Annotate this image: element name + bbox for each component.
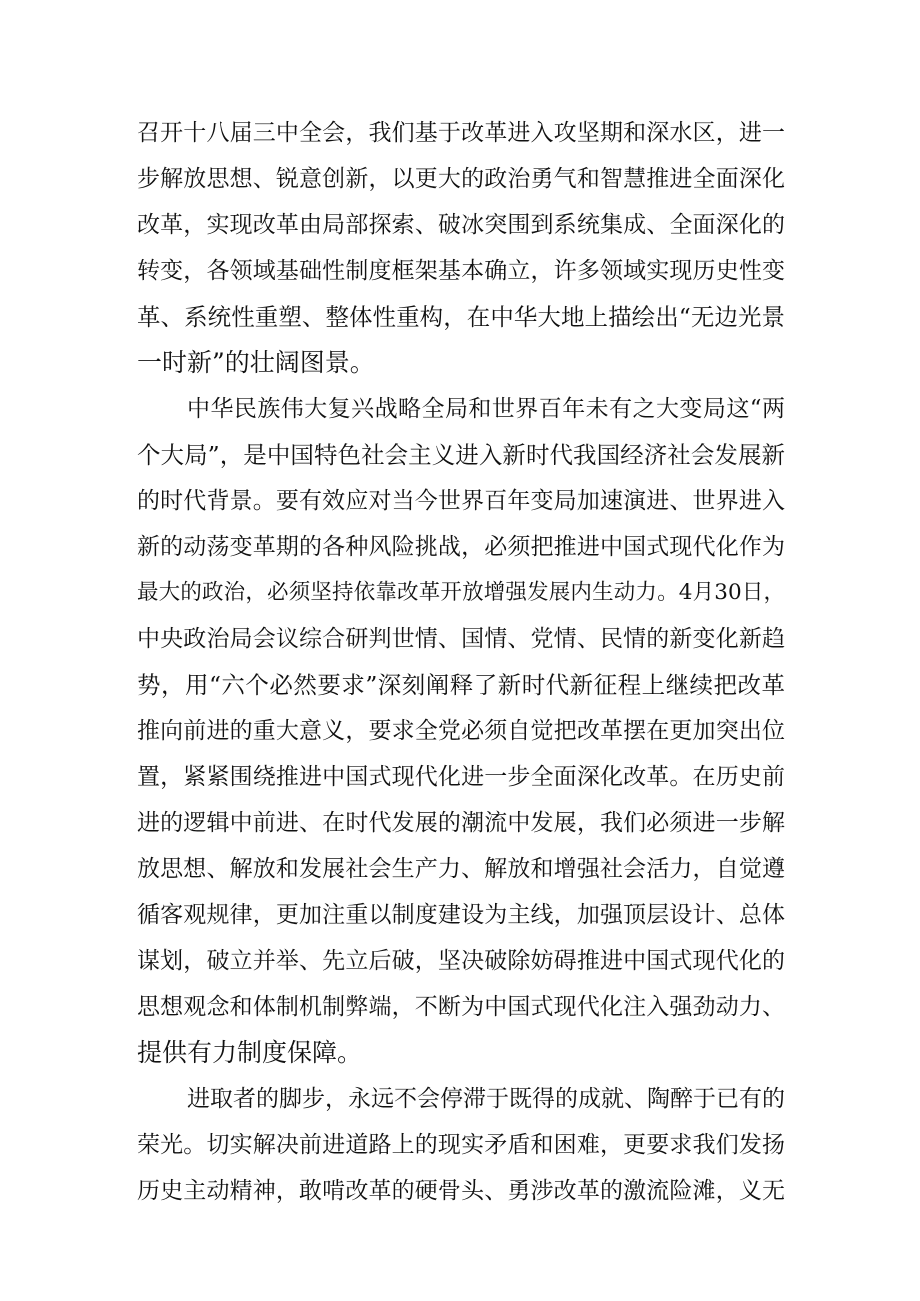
text-line: 一时新”的壮阔图景。 [137, 348, 375, 377]
document-body [137, 110, 785, 1214]
text-line: 循客观规律，更加注重以制度建设为主线，加强顶层设计、总体 [137, 902, 785, 928]
text-line: 历史主动精神，敢啃改革的硬骨头、勇涉改革的激流险滩，义无 [137, 1178, 785, 1204]
text-line: 中华民族伟大复兴战略全局和世界百年未有之大变局这“两 [187, 396, 785, 422]
text-line: 个大局”，是中国特色社会主义进入新时代我国经济社会发展新 [137, 441, 785, 469]
text-line: 放思想、解放和发展社会生产力、解放和增强社会活力，自觉遵 [137, 856, 785, 882]
text-line: 推向前进的重大意义，要求全党必须自觉把改革摆在更加突出位 [137, 718, 785, 744]
text-line: 召开十八届三中全会，我们基于改革进入攻坚期和深水区，进一 [137, 120, 785, 146]
text-line: 转变，各领域基础性制度框架基本确立，许多领域实现历史性变 [137, 258, 785, 284]
text-line: 进的逻辑中前进、在时代发展的潮流中发展，我们必须进一步解 [137, 810, 785, 836]
text-line: 的时代背景。要有效应对当今世界百年变局加速演进、世界进入 [137, 488, 785, 514]
text-line: 新的动荡变革期的各种风险挑战，必须把推进中国式现代化作为 [137, 534, 785, 560]
text-line: 置，紧紧围绕推进中国式现代化进一步全面深化改革。在历史前 [137, 764, 785, 790]
paragraph-3 [137, 1076, 785, 1214]
text-line: 改革，实现改革由局部探索、破冰突围到系统集成、全面深化的 [137, 212, 785, 238]
text-line: 步解放思想、锐意创新，以更大的政治勇气和智慧推进全面深化 [137, 166, 785, 192]
paragraph-2 [137, 386, 785, 1076]
text-line: 谋划，破立并举、先立后破，坚决破除妨碍推进中国式现代化的 [137, 948, 785, 974]
text-line: 最大的政治，必须坚持依靠改革开放增强发展内生动力。4月30日， [137, 580, 785, 605]
text-line: 进取者的脚步，永远不会停滞于既得的成就、陶醉于已有的 [187, 1086, 785, 1112]
text-line: 中央政治局会议综合研判世情、国情、党情、民情的新变化新趋 [137, 626, 785, 652]
text-line: 势，用“六个必然要求”深刻阐释了新时代新征程上继续把改革 [137, 671, 785, 699]
paragraph-1 [137, 110, 785, 386]
text-line: 思想观念和体制机制弊端，不断为中国式现代化注入强劲动力、 [137, 994, 785, 1020]
text-line: 革、系统性重塑、整体性重构，在中华大地上描绘出“无边光景 [137, 303, 785, 331]
text-line: 荣光。切实解决前进道路上的现实矛盾和困难，更要求我们发扬 [137, 1132, 785, 1158]
text-line: 提供有力制度保障。 [137, 1038, 363, 1067]
